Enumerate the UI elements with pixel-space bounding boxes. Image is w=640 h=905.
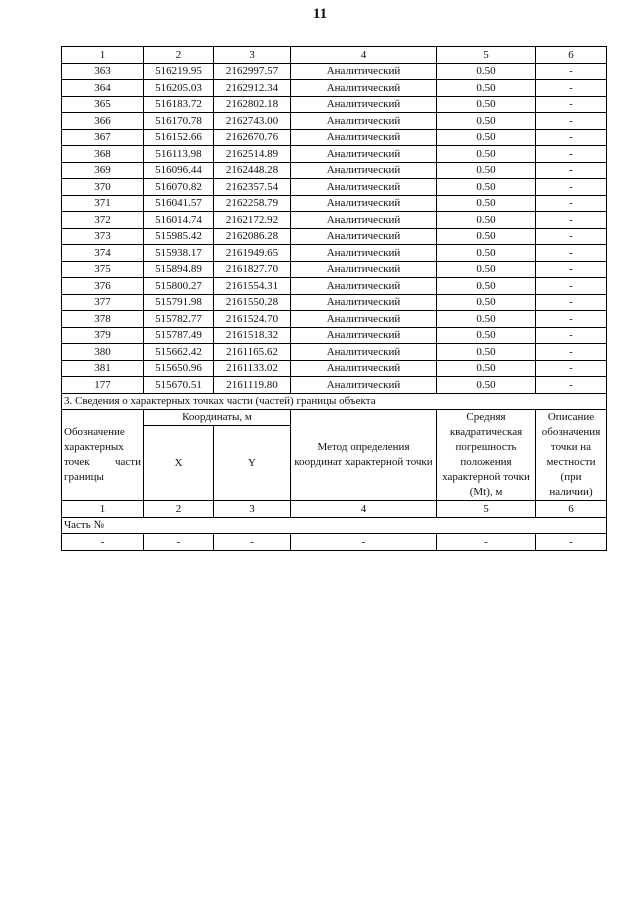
table-cell: Аналитический (291, 113, 437, 130)
part-label-row (62, 517, 607, 534)
empty-data-row (62, 534, 607, 551)
table-row (62, 146, 607, 163)
table-cell: 516014.74 (144, 212, 214, 229)
table-cell: 2162743.00 (214, 113, 291, 130)
table-cell: Аналитический (291, 311, 437, 328)
table-row (62, 261, 607, 278)
table-cell: Аналитический (291, 278, 437, 295)
column-number: 3 (214, 47, 291, 64)
table-cell: - (536, 245, 607, 262)
table-cell: 0.50 (437, 113, 536, 130)
table-cell: 0.50 (437, 360, 536, 377)
header-row (62, 410, 607, 426)
table-cell: 2161550.28 (214, 294, 291, 311)
table-cell: Аналитический (291, 327, 437, 344)
column-number: 3 (214, 501, 291, 518)
table-cell: 372 (62, 212, 144, 229)
table-cell: Аналитический (291, 179, 437, 196)
table-cell: 2161949.65 (214, 245, 291, 262)
table-cell: 2162172.92 (214, 212, 291, 229)
table-cell: - (536, 129, 607, 146)
table-cell: 2161119.80 (214, 377, 291, 394)
table-cell: Аналитический (291, 360, 437, 377)
table-cell: - (291, 534, 437, 551)
table-cell: 515791.98 (144, 294, 214, 311)
table-row (62, 344, 607, 361)
table-cell: 378 (62, 311, 144, 328)
table-row (62, 360, 607, 377)
table-cell: 177 (62, 377, 144, 394)
table-row (62, 327, 607, 344)
table-row (62, 96, 607, 113)
table-cell: 0.50 (437, 294, 536, 311)
coordinates-header: Координаты, м (144, 410, 291, 426)
column-number: 1 (62, 501, 144, 518)
table-cell: 364 (62, 80, 144, 97)
table-cell: 516170.78 (144, 113, 214, 130)
table-cell: 0.50 (437, 377, 536, 394)
table-cell: - (536, 294, 607, 311)
table-cell: 0.50 (437, 179, 536, 196)
table-row (62, 294, 607, 311)
table-cell: 0.50 (437, 63, 536, 80)
table-cell: 516041.57 (144, 195, 214, 212)
table-cell: 516152.66 (144, 129, 214, 146)
table-cell: 2162086.28 (214, 228, 291, 245)
table-cell: - (536, 146, 607, 163)
table-cell: 0.50 (437, 228, 536, 245)
table-cell: - (536, 212, 607, 229)
table-row (62, 179, 607, 196)
table-cell: - (62, 534, 144, 551)
table-cell: - (536, 228, 607, 245)
table-cell: 0.50 (437, 344, 536, 361)
column-number-row (62, 501, 607, 518)
error-header: Средняя квадратическая погрешность положения характерной точки (Mt), м (437, 410, 536, 501)
table-cell: 0.50 (437, 195, 536, 212)
table-cell: 0.50 (437, 129, 536, 146)
table-cell: - (536, 360, 607, 377)
table-cell: 0.50 (437, 146, 536, 163)
column-number: 2 (144, 47, 214, 64)
description-header: Описание обозначения точки на местности (при наличии) (536, 410, 607, 501)
table-cell: 363 (62, 63, 144, 80)
table-row (62, 80, 607, 97)
table-cell: 2162448.28 (214, 162, 291, 179)
table-row (62, 278, 607, 295)
table-cell: 0.50 (437, 327, 536, 344)
table-cell: Аналитический (291, 212, 437, 229)
table-cell: 516096.44 (144, 162, 214, 179)
table-cell: Аналитический (291, 344, 437, 361)
table-cell: 369 (62, 162, 144, 179)
table-cell: 366 (62, 113, 144, 130)
table-row (62, 377, 607, 394)
table-cell: 516183.72 (144, 96, 214, 113)
table-cell: 2161133.02 (214, 360, 291, 377)
coordinates-table (61, 46, 607, 551)
table-cell: Аналитический (291, 377, 437, 394)
x-header: X (144, 426, 214, 501)
table-cell: 515938.17 (144, 245, 214, 262)
section-title-row (62, 393, 607, 410)
column-number: 5 (437, 501, 536, 518)
table-cell: Аналитический (291, 245, 437, 262)
table-cell: 377 (62, 294, 144, 311)
table-cell: 2162802.18 (214, 96, 291, 113)
table-row (62, 162, 607, 179)
y-header: Y (214, 426, 291, 501)
table-cell: Аналитический (291, 261, 437, 278)
table-cell: - (536, 261, 607, 278)
table-cell: 0.50 (437, 212, 536, 229)
table-cell: 2162670.76 (214, 129, 291, 146)
table-row (62, 228, 607, 245)
part-label: Часть № (62, 517, 607, 534)
table-cell: - (536, 80, 607, 97)
table-cell: 371 (62, 195, 144, 212)
table-cell: - (536, 534, 607, 551)
table-cell: 370 (62, 179, 144, 196)
column-number: 4 (291, 501, 437, 518)
table-cell: 0.50 (437, 96, 536, 113)
table-cell: - (144, 534, 214, 551)
table-cell: 0.50 (437, 162, 536, 179)
table-cell: 0.50 (437, 261, 536, 278)
table-row (62, 245, 607, 262)
table-cell: - (536, 377, 607, 394)
table-cell: 2161554.31 (214, 278, 291, 295)
table-cell: 365 (62, 96, 144, 113)
table-cell: 515894.89 (144, 261, 214, 278)
table-cell: - (536, 63, 607, 80)
column-number: 5 (437, 47, 536, 64)
table-cell: Аналитический (291, 129, 437, 146)
table-cell: 0.50 (437, 245, 536, 262)
table-cell: 515782.77 (144, 311, 214, 328)
table-cell: 2161827.70 (214, 261, 291, 278)
table-cell: 2161524.70 (214, 311, 291, 328)
table-cell: 515800.27 (144, 278, 214, 295)
table-cell: - (536, 162, 607, 179)
table-row (62, 212, 607, 229)
table-cell: - (536, 96, 607, 113)
table-cell: - (437, 534, 536, 551)
table-cell: - (214, 534, 291, 551)
table-row (62, 195, 607, 212)
table-cell: 0.50 (437, 278, 536, 295)
point-designation-header: Обозначение характерных точек части границы (62, 410, 144, 501)
table-cell: Аналитический (291, 294, 437, 311)
table-cell: 381 (62, 360, 144, 377)
table-cell: 515662.42 (144, 344, 214, 361)
table-cell: - (536, 278, 607, 295)
table-cell: - (536, 179, 607, 196)
table-cell: 515670.51 (144, 377, 214, 394)
table-cell: 380 (62, 344, 144, 361)
table-cell: 516219.95 (144, 63, 214, 80)
table-cell: 2162357.54 (214, 179, 291, 196)
section-title: 3. Сведения о характерных точках части (частей) границы объекта (62, 393, 607, 410)
column-number: 6 (536, 501, 607, 518)
column-number-row (62, 47, 607, 64)
table-cell: 0.50 (437, 80, 536, 97)
table-cell: 368 (62, 146, 144, 163)
column-number: 2 (144, 501, 214, 518)
table-cell: 379 (62, 327, 144, 344)
column-number: 1 (62, 47, 144, 64)
table-cell: 374 (62, 245, 144, 262)
table-cell: Аналитический (291, 195, 437, 212)
table-cell: 515985.42 (144, 228, 214, 245)
table-cell: 367 (62, 129, 144, 146)
table-cell: Аналитический (291, 162, 437, 179)
table-cell: 2162912.34 (214, 80, 291, 97)
table-cell: Аналитический (291, 146, 437, 163)
table-cell: Аналитический (291, 228, 437, 245)
table-cell: 373 (62, 228, 144, 245)
table-row (62, 311, 607, 328)
table-cell: - (536, 113, 607, 130)
table-cell: 376 (62, 278, 144, 295)
column-number: 4 (291, 47, 437, 64)
table-cell: Аналитический (291, 63, 437, 80)
table-cell: 516070.82 (144, 179, 214, 196)
table-cell: 2161518.32 (214, 327, 291, 344)
table-cell: 516113.98 (144, 146, 214, 163)
table-cell: 515650.96 (144, 360, 214, 377)
column-number: 6 (536, 47, 607, 64)
table-cell: 515787.49 (144, 327, 214, 344)
table-cell: 516205.03 (144, 80, 214, 97)
method-header: Метод определения координат характерной точки (291, 410, 437, 501)
table-cell: 2162258.79 (214, 195, 291, 212)
page-number: 11 (312, 6, 328, 22)
table-row (62, 63, 607, 80)
table-cell: Аналитический (291, 80, 437, 97)
table-cell: Аналитический (291, 96, 437, 113)
table-row (62, 129, 607, 146)
table-row (62, 113, 607, 130)
table-cell: 2162997.57 (214, 63, 291, 80)
table-cell: - (536, 311, 607, 328)
table-cell: 2161165.62 (214, 344, 291, 361)
table-cell: - (536, 195, 607, 212)
table-cell: - (536, 327, 607, 344)
table-cell: 0.50 (437, 311, 536, 328)
table-cell: 375 (62, 261, 144, 278)
table-cell: 2162514.89 (214, 146, 291, 163)
table-cell: - (536, 344, 607, 361)
